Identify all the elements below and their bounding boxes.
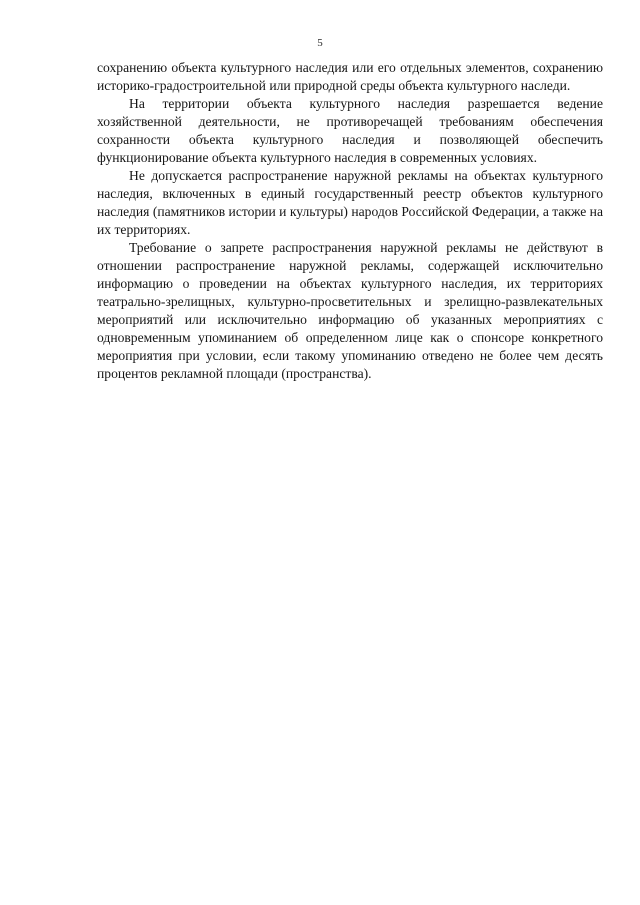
- page-number: 5: [317, 37, 323, 49]
- document-body: [97, 59, 603, 383]
- paragraph-advertising-exception: Требование о запрете распространения наружной рекламы не действуют в отношении распространение наружной рекламы, содержащей исключительно информацию о проведении на объектах культурного наследия, их территориях театрально-зрелищных, культурно-просветительных и зрелищно-развлекательных мероприятий или исключительно информацию об указанных мероприятиях с одновременным упоминанием об определенном лице как о спонсоре конкретного мероприятия при условии, если такому упоминанию отведено не более чем десять процентов рекламной площади (пространства).: [97, 240, 603, 381]
- paragraph-advertising-ban: Не допускается распространение наружной рекламы на объектах культурного наследия, включенных в единый государственный реестр объектов культурного наследия (памятников истории и культуры) народов Российской Федерации, а также на их территориях.: [97, 168, 603, 237]
- paragraph-continuation: сохранению объекта культурного наследия или его отдельных элементов, сохранению историко-градостроительной или природной среды объекта культурного наследи.: [97, 60, 603, 93]
- paragraph-economic-activity: На территории объекта культурного наследия разрешается ведение хозяйственной деятельности, не противоречащей требованиям обеспечения сохранности объекта культурного наследия и позволяющей обеспечить функционирование объекта культурного наследия в современных условиях.: [97, 96, 603, 165]
